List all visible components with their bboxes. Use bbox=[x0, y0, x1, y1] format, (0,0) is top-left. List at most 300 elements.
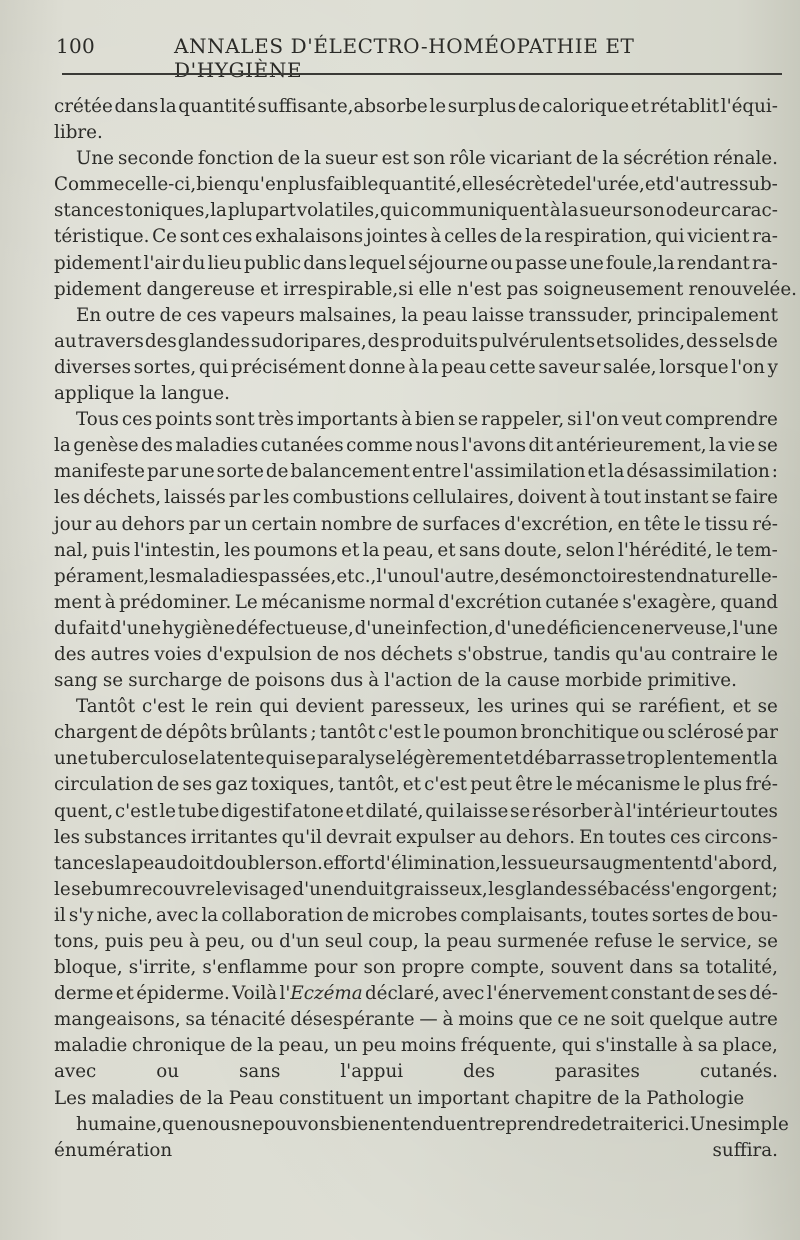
word: dans bbox=[629, 957, 674, 979]
word: graisseux, bbox=[392, 878, 488, 900]
word: la bbox=[424, 931, 442, 952]
word: et bbox=[587, 461, 606, 483]
word: peau bbox=[131, 852, 177, 874]
word: et bbox=[341, 539, 360, 561]
word: des bbox=[144, 330, 177, 352]
word: irritantes bbox=[190, 826, 278, 848]
page-number: 100 bbox=[56, 34, 96, 58]
word: paresseux, bbox=[370, 696, 471, 718]
word: ; bbox=[771, 878, 778, 900]
word: fonction bbox=[197, 148, 274, 170]
word: l'on bbox=[585, 409, 619, 431]
word: et bbox=[630, 96, 649, 117]
word: les bbox=[224, 539, 251, 561]
word: calorique bbox=[542, 96, 630, 117]
word: atone bbox=[292, 800, 344, 822]
word: très bbox=[257, 409, 294, 431]
word: cette bbox=[489, 356, 536, 378]
word: lorsque bbox=[659, 356, 729, 378]
text-line bbox=[54, 224, 778, 250]
word: pas bbox=[506, 278, 539, 300]
word: les bbox=[54, 487, 81, 509]
word: se bbox=[102, 670, 124, 692]
word: de bbox=[711, 904, 735, 926]
text-line bbox=[54, 929, 778, 955]
word: simple bbox=[727, 1113, 789, 1135]
word: d'élimination, bbox=[374, 852, 501, 874]
word: autres bbox=[90, 643, 150, 665]
text-line bbox=[54, 120, 778, 146]
text-line bbox=[54, 877, 778, 903]
word: doit bbox=[177, 852, 213, 874]
word: et bbox=[503, 748, 522, 770]
word: la bbox=[206, 1087, 224, 1109]
word: jour bbox=[54, 513, 92, 535]
word: ou bbox=[641, 722, 665, 744]
word: dehors bbox=[121, 513, 185, 535]
word: des bbox=[463, 1061, 495, 1083]
word: elle bbox=[418, 278, 452, 300]
word: Une bbox=[76, 148, 114, 170]
word: manifeste bbox=[54, 461, 145, 483]
word: mangeaisons, bbox=[54, 1009, 181, 1031]
word: vicariant bbox=[489, 148, 572, 170]
word: qui bbox=[425, 800, 455, 822]
word: nal, bbox=[54, 539, 89, 561]
word: glandes bbox=[177, 330, 250, 352]
word: la bbox=[401, 304, 419, 326]
word: sa bbox=[679, 957, 700, 979]
word: l'autre, bbox=[433, 565, 500, 587]
word: s'irrite, bbox=[128, 957, 197, 979]
word: la bbox=[362, 539, 380, 561]
word: ra- bbox=[752, 252, 778, 274]
word: la bbox=[257, 1035, 274, 1057]
word: sortes bbox=[651, 904, 709, 926]
word: toutes bbox=[591, 904, 649, 926]
word: souvent bbox=[550, 957, 624, 979]
word: c'est bbox=[114, 800, 158, 822]
word: ici. bbox=[662, 1113, 690, 1135]
word: l'énervement bbox=[486, 983, 609, 1005]
word: gaz bbox=[215, 774, 248, 796]
word: qui bbox=[575, 696, 605, 718]
word: genèse bbox=[73, 435, 139, 457]
word: à bbox=[682, 1035, 694, 1057]
word: le bbox=[215, 878, 233, 900]
word: service, bbox=[680, 931, 753, 952]
word: rein bbox=[215, 696, 253, 718]
word: la bbox=[54, 435, 71, 457]
word: à bbox=[368, 670, 380, 692]
word: qui bbox=[259, 696, 289, 718]
word: latente bbox=[199, 748, 265, 770]
text-line bbox=[54, 381, 778, 407]
word: points bbox=[155, 409, 213, 431]
word: sang bbox=[54, 670, 98, 692]
word: veut bbox=[621, 409, 663, 431]
word: Tous bbox=[76, 409, 119, 431]
text-line bbox=[54, 642, 778, 668]
word: tube bbox=[177, 800, 220, 822]
word: ou bbox=[250, 931, 274, 952]
word: moins bbox=[458, 1009, 514, 1031]
word: plupart bbox=[227, 200, 296, 222]
word: quelque bbox=[649, 1009, 724, 1031]
word: derme bbox=[54, 983, 114, 1005]
text-line bbox=[54, 616, 778, 642]
word: la bbox=[561, 200, 579, 222]
word: tuberculose bbox=[89, 748, 199, 770]
word: cutanées bbox=[260, 435, 344, 457]
word: l'avons bbox=[461, 435, 526, 457]
word: Le bbox=[234, 591, 258, 613]
word: peau bbox=[446, 931, 492, 952]
word: bien bbox=[339, 1113, 381, 1135]
word: dilaté, bbox=[365, 800, 424, 822]
word: sorte bbox=[216, 461, 264, 483]
text-line bbox=[54, 198, 778, 224]
word: augmentent bbox=[589, 852, 702, 874]
word: résorber bbox=[531, 800, 612, 822]
word: irrespirable,si bbox=[283, 278, 414, 300]
word: l'une bbox=[732, 617, 778, 639]
word: qu'au bbox=[615, 643, 667, 665]
word: microbes bbox=[372, 904, 458, 926]
word: l'on bbox=[731, 356, 765, 378]
word: sébacés bbox=[587, 878, 661, 900]
word: poisons bbox=[255, 670, 326, 692]
word: se bbox=[295, 748, 316, 770]
word: travers bbox=[77, 330, 144, 352]
word: doubler bbox=[213, 852, 285, 874]
word: de bbox=[316, 643, 340, 665]
word: pérament, bbox=[54, 565, 150, 587]
word: avec bbox=[156, 904, 199, 926]
word: d'un bbox=[279, 931, 320, 952]
text-line bbox=[54, 772, 778, 798]
word: nous bbox=[196, 1113, 241, 1135]
word: ces bbox=[670, 826, 701, 848]
body-text bbox=[54, 94, 797, 1164]
word: moins bbox=[400, 1035, 457, 1057]
word: entre bbox=[411, 461, 462, 483]
word: débarrasse bbox=[522, 748, 626, 770]
word: tissu bbox=[704, 513, 749, 535]
word: ses bbox=[717, 983, 747, 1005]
word: de bbox=[265, 461, 289, 483]
word: laisse bbox=[472, 304, 525, 326]
word: est bbox=[381, 148, 410, 170]
word: dehors. bbox=[505, 826, 576, 848]
word: lieu bbox=[207, 252, 242, 274]
word: d'une bbox=[494, 617, 546, 639]
word: dans bbox=[303, 252, 348, 274]
word: qu'il bbox=[281, 826, 322, 848]
word: par bbox=[746, 722, 778, 744]
word: rappeler, bbox=[481, 409, 565, 431]
word: paralyse bbox=[316, 748, 396, 770]
word: cause bbox=[506, 670, 560, 692]
word: dus bbox=[330, 670, 364, 692]
word: qui bbox=[265, 748, 295, 770]
word: le bbox=[54, 878, 71, 900]
word: celles bbox=[444, 226, 498, 248]
word: de bbox=[575, 148, 599, 170]
word: qui bbox=[561, 1035, 592, 1057]
word: dangereuse bbox=[146, 278, 255, 300]
word: à bbox=[613, 800, 625, 822]
word: public bbox=[244, 252, 302, 274]
text-line bbox=[54, 746, 778, 772]
word: Ce bbox=[152, 226, 177, 248]
word: la bbox=[159, 96, 177, 117]
word: le bbox=[423, 722, 441, 744]
word: traiter bbox=[602, 1113, 663, 1135]
word: ses bbox=[182, 774, 213, 796]
word: devrait bbox=[325, 826, 392, 848]
word: sans bbox=[458, 539, 501, 561]
word: si bbox=[567, 409, 583, 431]
word: maladie bbox=[54, 1035, 128, 1057]
word: doute, bbox=[503, 539, 563, 561]
text-line bbox=[54, 1007, 778, 1033]
word: peau, bbox=[278, 1035, 330, 1057]
word: chronique bbox=[131, 1035, 226, 1057]
word: solides, bbox=[615, 330, 686, 352]
word: la bbox=[525, 226, 542, 248]
word: ces bbox=[186, 304, 217, 326]
word: constituent bbox=[278, 1087, 384, 1109]
word: ré- bbox=[752, 513, 778, 535]
word: doivent bbox=[517, 487, 587, 509]
word: prédominer. bbox=[119, 591, 232, 613]
word: pidement bbox=[54, 252, 142, 274]
word: son bbox=[413, 148, 446, 170]
word: l'action bbox=[384, 670, 453, 692]
word: défectueuse, bbox=[235, 617, 354, 639]
word: déchets bbox=[380, 643, 453, 665]
word: une bbox=[569, 252, 604, 274]
word: par bbox=[188, 513, 221, 535]
word: seconde bbox=[118, 148, 194, 170]
word: les bbox=[54, 826, 81, 848]
word: nerveuse, bbox=[641, 617, 732, 639]
word: digestif bbox=[220, 800, 291, 822]
word: c'est bbox=[424, 774, 467, 796]
word: sueur bbox=[325, 148, 378, 170]
word: complaisants, bbox=[460, 904, 588, 926]
word: fré- bbox=[745, 774, 778, 796]
word: téristique. bbox=[54, 226, 150, 248]
text-line bbox=[54, 1033, 778, 1059]
word: désespérante bbox=[290, 1009, 415, 1031]
word: produits bbox=[400, 330, 479, 352]
word: de bbox=[692, 983, 716, 1005]
word: sels bbox=[718, 330, 755, 352]
word: combustions bbox=[292, 487, 410, 509]
word: volatiles,qui bbox=[296, 200, 410, 222]
text-line bbox=[54, 799, 778, 825]
word: sudoripares, bbox=[250, 330, 367, 352]
word: passées, bbox=[258, 565, 337, 587]
word: toxiques, bbox=[250, 774, 335, 796]
word: que bbox=[518, 1009, 553, 1031]
word: la bbox=[421, 356, 439, 378]
text-line bbox=[54, 1112, 789, 1138]
word: se bbox=[711, 487, 732, 509]
word: les bbox=[477, 696, 504, 718]
word: circons- bbox=[704, 826, 778, 848]
word: déchets, bbox=[83, 487, 162, 509]
word: d'autres bbox=[663, 174, 739, 196]
word: à bbox=[589, 487, 601, 509]
word: autre bbox=[728, 1009, 778, 1031]
word: ces bbox=[221, 226, 253, 248]
word: de bbox=[499, 226, 523, 248]
word: substances bbox=[84, 826, 187, 848]
word: place, bbox=[722, 1035, 778, 1057]
word: principalement bbox=[637, 304, 778, 326]
word: son bbox=[632, 200, 665, 222]
word: soigneusement bbox=[543, 278, 684, 300]
word: et bbox=[260, 278, 279, 300]
text-line bbox=[54, 1086, 778, 1112]
word: sclérosé bbox=[667, 722, 744, 744]
word: Comme bbox=[54, 174, 125, 196]
running-head bbox=[56, 34, 746, 82]
word: de bbox=[755, 330, 778, 352]
word: En bbox=[579, 826, 605, 848]
word: comprendre bbox=[664, 409, 778, 431]
word: respiration, bbox=[544, 226, 653, 248]
word: s'y bbox=[68, 904, 94, 926]
word: s'obstrue, bbox=[457, 643, 549, 665]
word: sa bbox=[185, 1009, 206, 1031]
word: ce bbox=[557, 1009, 579, 1031]
word: tons, bbox=[54, 931, 100, 952]
word: quantité,elle bbox=[378, 174, 496, 196]
running-title: ANNALES D'ÉLECTRO-HOMÉOPATHIE ET D'HYGIÈNE bbox=[174, 34, 635, 82]
word: de bbox=[159, 304, 182, 326]
word: morbide bbox=[565, 670, 643, 692]
word: c'est bbox=[142, 696, 185, 718]
word: tout bbox=[603, 487, 641, 509]
word: des bbox=[686, 330, 718, 352]
word: émonctoires bbox=[531, 565, 647, 587]
text-line bbox=[54, 981, 778, 1007]
word: déficience bbox=[546, 617, 641, 639]
word: sa bbox=[697, 1035, 718, 1057]
word: la bbox=[624, 1087, 642, 1109]
word: selon bbox=[565, 539, 615, 561]
word: dé- bbox=[749, 983, 778, 1005]
word: les bbox=[263, 487, 290, 509]
word: un bbox=[334, 1035, 358, 1057]
word: plus bbox=[703, 774, 743, 796]
word: la bbox=[139, 383, 157, 405]
word: se bbox=[510, 800, 531, 822]
word: le bbox=[429, 96, 447, 117]
word: et bbox=[402, 774, 421, 796]
word: d'une bbox=[109, 617, 162, 639]
word: une bbox=[54, 748, 89, 770]
word: qu'en bbox=[236, 174, 288, 196]
word: toutes bbox=[720, 800, 778, 822]
word: de bbox=[396, 513, 419, 535]
text-line bbox=[54, 668, 778, 694]
word: des bbox=[141, 435, 173, 457]
word: et bbox=[115, 983, 134, 1005]
word: les bbox=[488, 878, 515, 900]
word: par bbox=[228, 487, 261, 509]
word: vicient bbox=[687, 226, 750, 248]
word: la bbox=[761, 748, 778, 770]
word: laissés bbox=[164, 487, 226, 509]
word: langue. bbox=[161, 383, 230, 405]
text-line bbox=[54, 590, 778, 616]
word: de bbox=[230, 1035, 253, 1057]
word: faire bbox=[734, 487, 778, 509]
word: cellulaires, bbox=[412, 487, 515, 509]
word: du bbox=[54, 617, 78, 639]
word: transsuder, bbox=[528, 304, 633, 326]
word: celle-ci,bien bbox=[124, 174, 237, 196]
word: la bbox=[607, 461, 625, 483]
word: salée, bbox=[603, 356, 657, 378]
word: devient bbox=[295, 696, 365, 718]
word: à bbox=[549, 200, 561, 222]
word: au bbox=[95, 513, 118, 535]
word: sont bbox=[215, 409, 255, 431]
word: urines bbox=[510, 696, 569, 718]
text-line bbox=[54, 94, 778, 120]
word: de bbox=[457, 670, 480, 692]
word: refuse bbox=[594, 931, 653, 952]
word: séjourne bbox=[408, 252, 489, 274]
word: la bbox=[602, 148, 620, 170]
word: d'excrétion, bbox=[504, 513, 614, 535]
text-line bbox=[54, 955, 778, 981]
word: parasites bbox=[554, 1061, 640, 1083]
word: une bbox=[180, 461, 215, 483]
word: les bbox=[149, 565, 176, 587]
word: sortes, bbox=[133, 356, 197, 378]
text-line bbox=[54, 538, 778, 564]
word: trop bbox=[626, 748, 666, 770]
word: et bbox=[437, 539, 456, 561]
word: et bbox=[732, 696, 751, 718]
word: puis bbox=[104, 931, 144, 952]
word: lentement bbox=[666, 748, 761, 770]
word: d'expulsion bbox=[206, 643, 312, 665]
word: de bbox=[277, 148, 301, 170]
word: peu bbox=[149, 931, 184, 952]
word: brûlants bbox=[230, 722, 308, 744]
word: Les bbox=[54, 1087, 87, 1109]
text-line bbox=[54, 251, 778, 277]
word: ces bbox=[121, 409, 153, 431]
word: maladies bbox=[175, 435, 259, 457]
word: peau bbox=[422, 304, 468, 326]
word: sebum bbox=[71, 878, 133, 900]
word: Une bbox=[689, 1113, 728, 1135]
word: suffisante,absorbe bbox=[257, 96, 428, 117]
word: chapitre bbox=[514, 1087, 592, 1109]
word: maladies bbox=[91, 1087, 175, 1109]
word: quantité bbox=[178, 96, 256, 117]
word: s'enflamme bbox=[202, 957, 309, 979]
